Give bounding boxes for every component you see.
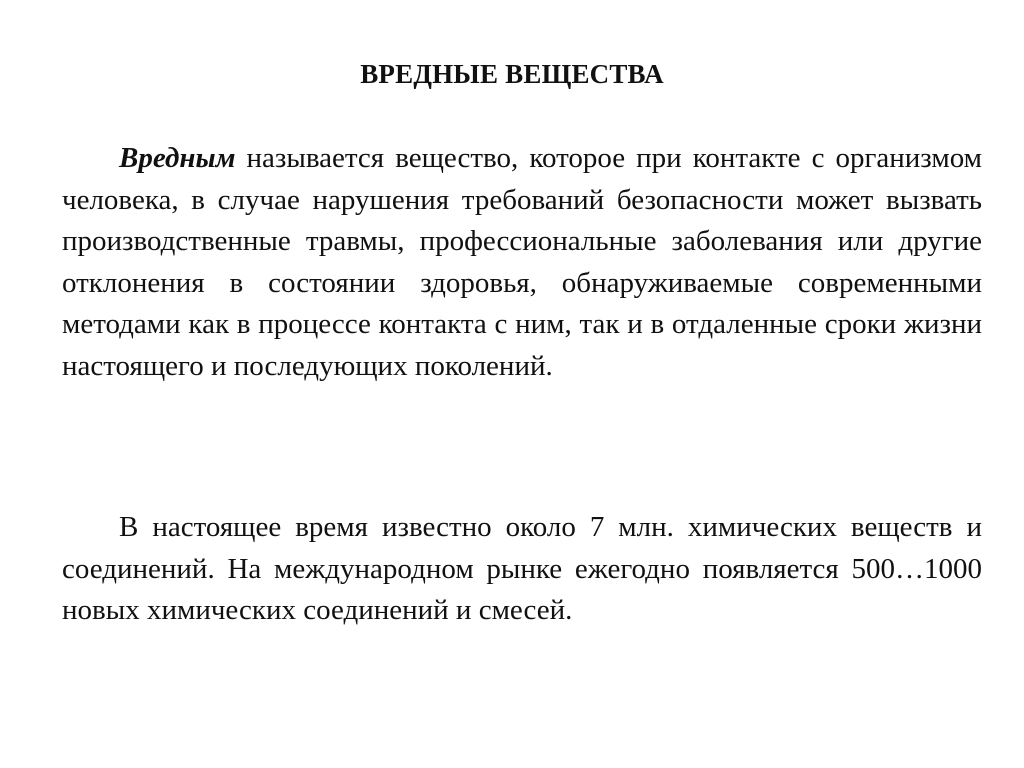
definition-paragraph <box>62 138 982 387</box>
defined-term: Вредным <box>119 142 236 174</box>
definition-text: называется вещество, которое при контакте с организмом человека, в случае нарушения требований безопасности может вызвать производственные травмы, профессиональные заболевания или другие отклонения в состоянии здоровья, обнаруживаемые современными методами как в процессе контакта с ним, так и в отдаленные сроки жизни настоящего и последующих поколений. <box>62 142 982 382</box>
statistics-paragraph: В настоящее время известно около 7 млн. химических веществ и соединений. На международном рынке ежегодно появляется 500…1000 новых химических соединений и смесей. <box>62 511 982 626</box>
slide-title: ВРЕДНЫЕ ВЕЩЕСТВА <box>360 59 664 89</box>
